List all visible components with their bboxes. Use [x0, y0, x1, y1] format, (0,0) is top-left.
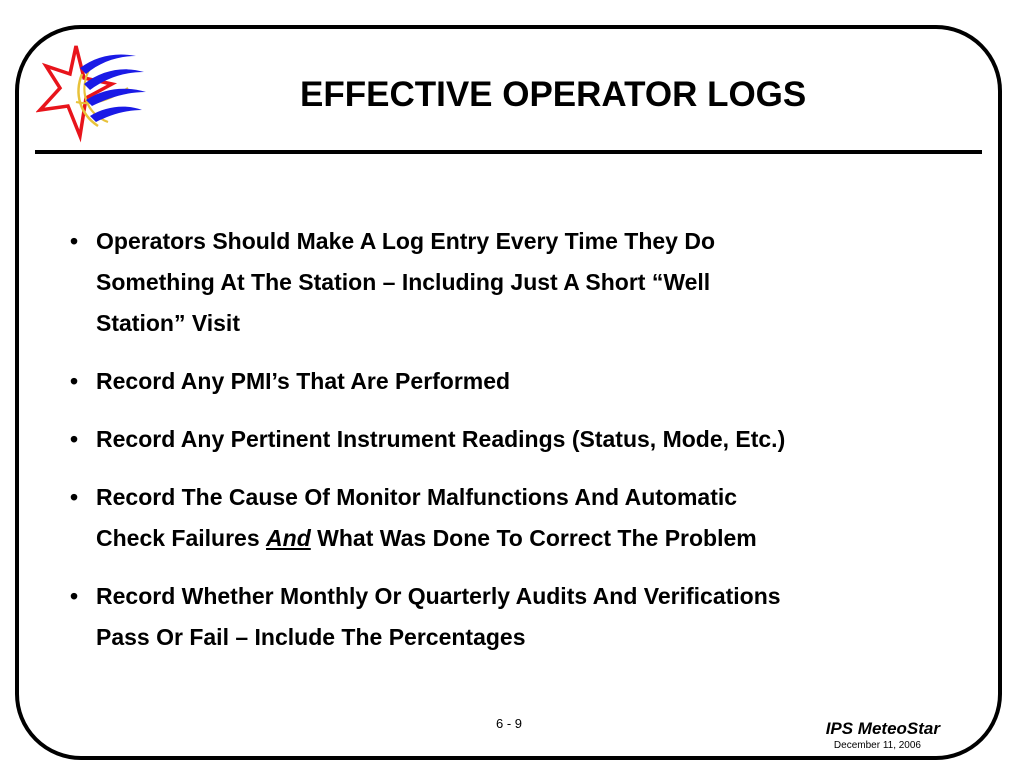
page-number: 6 - 9 — [496, 716, 523, 731]
title-divider — [35, 150, 982, 154]
bullet-marker: • — [70, 426, 79, 452]
bullet-marker: • — [70, 583, 79, 609]
bullet-line: Record Any PMI’s That Are Performed — [96, 368, 511, 394]
bullet-line: Record The Cause Of Monitor Malfunctions And Automatic — [96, 484, 738, 510]
bullet-item — [70, 576, 970, 658]
bullet-marker: • — [70, 228, 79, 254]
bullet-item — [70, 477, 970, 559]
bullet-text: Check Failures — [96, 525, 267, 551]
footer-date: December 11, 2006 — [833, 740, 921, 751]
bullet-line: Record Whether Monthly Or Quarterly Audits And Verifications — [96, 583, 781, 609]
bullet-marker: • — [70, 484, 79, 510]
slide-title: EFFECTIVE OPERATOR LOGS — [300, 75, 807, 114]
bullet-line: Record Any Pertinent Instrument Readings (Status, Mode, Etc.) — [96, 426, 786, 452]
company-name: IPS MeteoStar — [825, 719, 940, 738]
bullet-line: Pass Or Fail – Include The Percentages — [96, 624, 526, 650]
bullet-item — [70, 361, 970, 402]
emphasis-and: And — [266, 525, 311, 551]
star-globe-logo-icon — [36, 44, 148, 144]
bullet-line — [96, 518, 970, 559]
bullet-text: What Was Done To Correct The Problem — [310, 525, 757, 551]
bullet-list — [70, 221, 970, 675]
bullet-line: Operators Should Make A Log Entry Every Time They Do — [96, 228, 716, 254]
bullet-item — [70, 221, 970, 344]
bullet-item — [70, 419, 970, 460]
bullet-line: Something At The Station – Including Just A Short “Well — [96, 269, 711, 295]
bullet-marker: • — [70, 368, 79, 394]
bullet-line: Station” Visit — [96, 310, 240, 336]
